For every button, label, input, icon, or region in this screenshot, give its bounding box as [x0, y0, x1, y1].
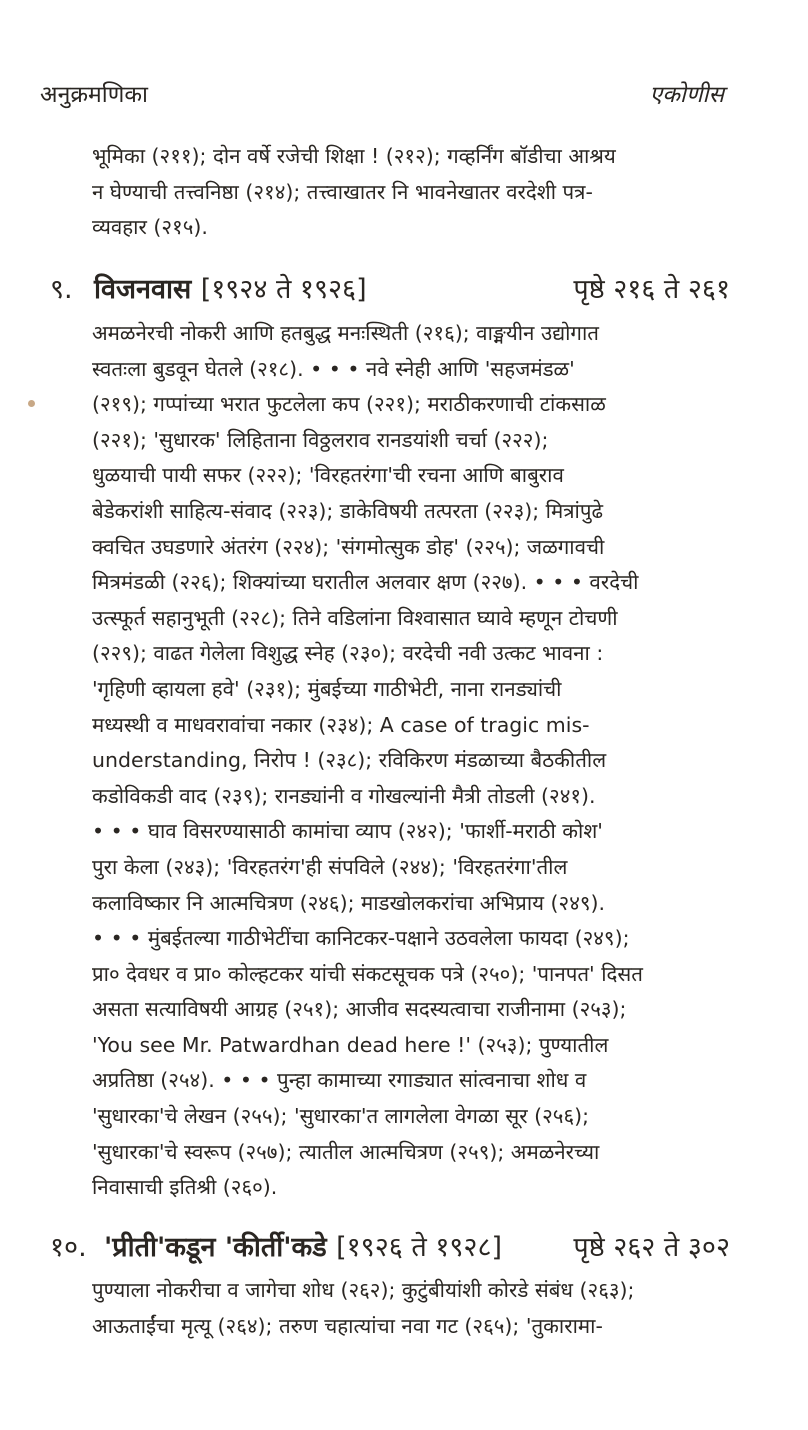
- text-line: मित्रमंडळी (२२६); शिक्यांच्या घरातील अलवार क्षण (२२७). • • • वरदेची: [92, 570, 639, 595]
- text-line: स्वतःला बुडवून घेतले (२१८). • • • नवे स्नेही आणि 'सहजमंडळ': [92, 356, 575, 381]
- text-line: understanding, निरोप ! (२३८); रविकिरण मंडळाच्या बैठकीतील: [92, 748, 607, 773]
- text-line: असता सत्याविषयी आग्रह (२५१); आजीव सदस्यत्वाचा राजीनामा (२५३);: [92, 997, 627, 1022]
- text-line: 'You see Mr. Patwardhan dead here !' (२५३); पुण्यातील: [92, 1032, 609, 1057]
- text-line: अप्रतिष्ठा (२५४). • • • पुन्हा कामाच्या रगाड्यात सांत्वनाचा शोध व: [92, 1068, 587, 1093]
- text-line: 'गृहिणी व्हायला हवे' (२३१); मुंबईच्या गाठीभेटी, नाना रानड्यांची: [92, 676, 562, 701]
- text-line: भूमिका (२११); दोन वर्षे रजेची शिक्षा ! (२१२); गव्हर्निंग बॉडीचा आश्रय: [92, 144, 616, 168]
- header-section-title: अनुक्रमणिका: [40, 82, 148, 108]
- text-line: धुळयाची पायी सफर (२२२); 'विरहतरंगा'ची रचना आणि बाबुराव: [92, 463, 564, 488]
- text-line: • • • घाव विसरण्यासाठी कामांचा व्याप (२४२); 'फार्शी-मराठी कोश': [92, 819, 603, 844]
- chapter-title: [104, 1226, 502, 1270]
- text-line: आऊताईंचा मृत्यू (२६४); तरुण चहात्यांचा नवा गट (२६५); 'तुकारामा-: [92, 1313, 603, 1338]
- text-line: न घेण्याची तत्त्वनिष्ठा (२१४); तत्त्वाखातर नि भावनेखातर वरदेशी पत्र-: [92, 179, 593, 204]
- chapter-page-range: पृष्ठे २१६ ते २६१: [573, 274, 730, 305]
- text-line: 'सुधारका'चे लेखन (२५५); 'सुधारका'त लागलेला वेगळा सूर (२५६);: [92, 1104, 590, 1129]
- chapter-title-text: विजनवास: [94, 274, 192, 305]
- ink-spot: [28, 400, 35, 407]
- header-page-number: एकोणीस: [649, 82, 724, 108]
- text-line: व्यवहार (२१५).: [92, 215, 208, 240]
- chapter-9-heading: [50, 268, 730, 312]
- text-line: (२२१); 'सुधारक' लिहिताना विठ्ठलराव रानडयांशी चर्चा (२२२);: [92, 427, 549, 452]
- chapter-title-text: 'प्रीती'कडून 'कीर्ती'कडे: [104, 1232, 327, 1263]
- chapter-page-range: पृष्ठे २६२ ते ३०२: [573, 1232, 730, 1263]
- text-line: • • • मुंबईतल्या गाठीभेटींचा कानिटकर-पक्षाने उठवलेला फायदा (२४९);: [92, 926, 630, 951]
- chapter-year-range: [१९२४ ते १९२६]: [200, 274, 367, 305]
- chapter-9-contents: [92, 316, 732, 1206]
- text-line: अमळनेरची नोकरी आणि हतबुद्ध मनःस्थिती (२१६); वाङ्मयीन उद्योगात: [92, 321, 599, 345]
- text-line: उत्स्फूर्त सहानुभूती (२२८); तिने वडिलांना विश्वासात घ्यावे म्हणून टोचणी: [92, 605, 618, 630]
- text-line: क्वचित उघडणारे अंतरंग (२२४); 'संगमोत्सुक डोह' (२२५); जळगावची: [92, 534, 605, 559]
- text-line: कलाविष्कार नि आत्मचित्रण (२४६); माडखोलकरांचा अभिप्राय (२४९).: [92, 890, 606, 915]
- intro-paragraph: [92, 139, 732, 246]
- text-line: मध्यस्थी व माधवरावांचा नकार (२३४); A case of tragic mis-: [92, 712, 590, 737]
- text-line: बेडेकरांशी साहित्य-संवाद (२२३); डाकेविषयी तत्परता (२२३); मित्रांपुढे: [92, 498, 604, 523]
- chapter-10-contents: [92, 1273, 732, 1344]
- text-line: 'सुधारका'चे स्वरूप (२५७); त्यातील आत्मचित्रण (२५९); अमळनेरच्या: [92, 1139, 600, 1164]
- chapter-year-range: [१९२६ ते १९२८]: [336, 1232, 503, 1263]
- text-line: कडोविकडी वाद (२३९); रानड्यांनी व गोखल्यांनी मैत्री तोडली (२४१).: [92, 783, 596, 808]
- text-line: (२१९); गप्पांच्या भरात फुटलेला कप (२२१); मराठीकरणाची टांकसाळ: [92, 392, 606, 417]
- text-line: (२२९); वाढत गेलेला विशुद्ध स्नेह (२३०); वरदेची नवी उत्कट भावना :: [92, 641, 604, 666]
- chapter-number: १०.: [50, 1232, 87, 1263]
- chapter-title: [94, 268, 367, 312]
- text-line: निवासाची इतिश्री (२६०).: [92, 1175, 278, 1200]
- chapter-10-heading: [50, 1226, 730, 1270]
- text-line: पुरा केला (२४३); 'विरहतरंग'ही संपविले (२४४); 'विरहतरंगा'तील: [92, 854, 568, 879]
- text-line: प्रा० देवधर व प्रा० कोल्हटकर यांची संकटसूचक पत्रे (२५०); 'पानपत' दिसत: [92, 961, 643, 986]
- chapter-number: ९.: [50, 274, 73, 305]
- text-line: पुण्याला नोकरीचा व जागेचा शोध (२६२); कुटुंबीयांशी कोरडे संबंध (२६३);: [92, 1278, 635, 1302]
- running-header: [40, 78, 724, 112]
